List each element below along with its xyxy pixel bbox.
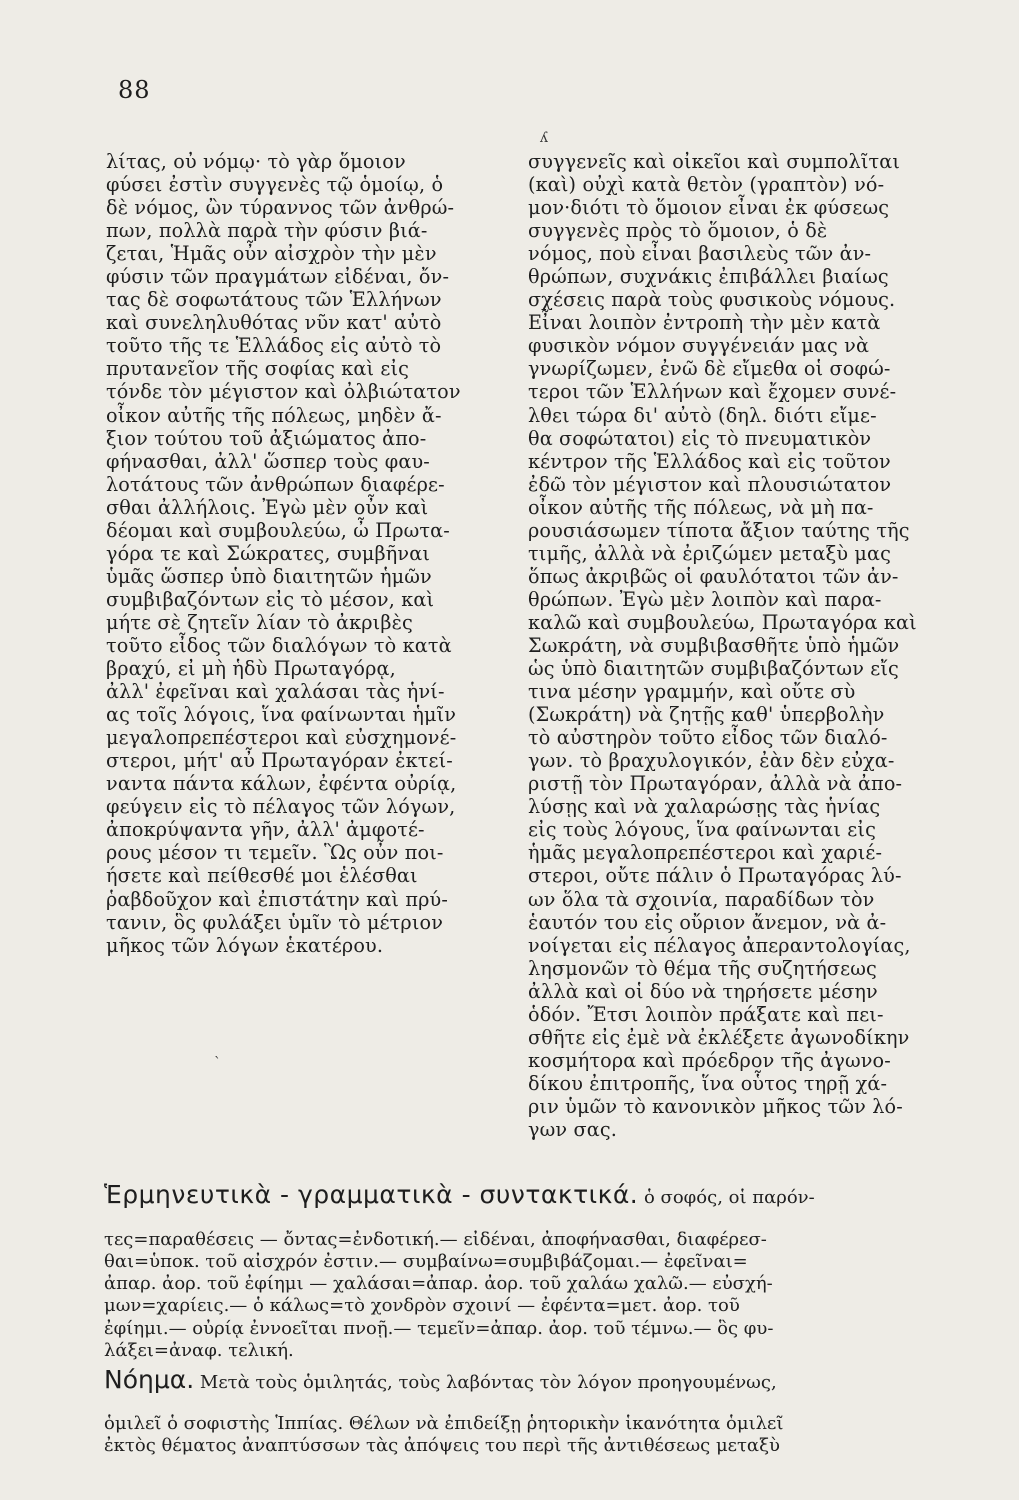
right-column-line: ἐδῶ τὸν μέγιστον καὶ πλουσιώτατον: [528, 472, 892, 496]
notes-line: ἐφίημι.— οὐρίᾳ ἐννοεῖται πνοῇ.— τεμεῖν=ἀπαρ. ἀορ. τοῦ τέμνω.— ὃς φυ-: [104, 1317, 774, 1339]
right-column-line: γων σας.: [528, 1117, 617, 1141]
left-column-line: γόρα τε καὶ Σώκρατες, συμβῆναι: [106, 541, 430, 565]
left-column-line: ῥαβδοῦχον καὶ ἐπιστάτην καὶ πρύ-: [106, 887, 448, 911]
right-column-line: ὡς ὑπὸ διαιτητῶν συμβιβαζόντων εἴς: [528, 657, 899, 681]
left-column-line: λίτας, οὐ νόμῳ· τὸ γὰρ ὅμοιον: [106, 150, 406, 173]
right-column-line: ων ὅλα τὰ σχοινία, παραδίδων τὸν: [528, 887, 875, 911]
right-column-line: λθει τώρα δι' αὐτὸ (δηλ. διότι εἴμε-: [528, 403, 877, 427]
left-column-line: ας τοῖς λόγοις, ἵνα φαίνωνται ἡμῖν: [106, 703, 457, 727]
left-column-line: μεγαλοπρεπέστεροι καὶ εὐσχημονέ-: [106, 726, 457, 750]
right-column-line: ὁδόν. Ἔτσι λοιπὸν πράξατε καὶ πει-: [528, 1002, 884, 1026]
meaning-first-line: [104, 1365, 934, 1394]
left-column-line: ζεται, Ἡμᾶς οὖν αἰσχρὸν τὴν μὲν: [106, 242, 437, 266]
left-column-line: τανιν, ὃς φυλάξει ὑμῖν τὸ μέτριον: [106, 910, 444, 934]
left-column-line: οἶκον αὐτῆς τῆς πόλεως, μηδὲν ἄ-: [106, 403, 442, 427]
right-column-line: συγγενὲς πρὸς τὸ ὅμοιον, ὁ δὲ: [528, 219, 828, 243]
left-column-line: καὶ συνεληλυθότας νῦν κατ' αὐτὸ: [106, 311, 442, 335]
left-column-line: τοῦτο τῆς τε Ἑλλάδος εἰς αὐτὸ τὸ: [106, 334, 442, 358]
notes-first-line: [104, 1180, 934, 1210]
right-column-line: ἀλλὰ καὶ οἱ δύο νὰ τηρήσετε μέσην: [528, 979, 878, 1003]
left-column-line: ρους μέσον τι τεμεῖν. Ὣς οὖν ποι-: [106, 841, 444, 865]
right-column-line: ὅπως ἀκριβῶς οἱ φαυλότατοι τῶν ἀν-: [528, 564, 899, 588]
right-column-translation: [528, 150, 958, 1141]
left-column-line: πρυτανεῖον τῆς σοφίας καὶ εἰς: [106, 357, 410, 381]
left-column-line: τας δὲ σοφωτάτους τῶν Ἑλλήνων: [106, 288, 442, 312]
notes-line: θαι=ὑποκ. τοῦ αἰσχρόν ἐστιν.— συμβαίνω=συμβιβάζομαι.— ἐφεῖναι=: [104, 1250, 748, 1272]
right-column-line: θρώπων, συχνάκις ἐπιβάλλει βιαίως: [528, 265, 889, 289]
right-column-line: γνωρίζωμεν, ἐνῶ δὲ εἴμεθα οἱ σοφώ-: [528, 357, 891, 381]
left-column-line: βραχύ, εἰ μὴ ἡδὺ Πρωταγόρᾳ,: [106, 657, 396, 681]
left-column-line: ξιον τούτου τοῦ ἀξιώματος ἀπο-: [106, 426, 427, 450]
meaning-section: [104, 1325, 934, 1457]
left-column-line: στεροι, μήτ' αὖ Πρωταγόραν ἐκτεί-: [106, 749, 453, 773]
right-column-line: στεροι, οὔτε πάλιν ὁ Πρωταγόρας λύ-: [528, 864, 902, 888]
right-column-line: (Σωκράτη) νὰ ζητῇς καθ' ὑπερβολὴν: [528, 703, 885, 727]
meaning-heading: Νόημα.: [104, 1365, 195, 1394]
left-column-line: φύσει ἐστὶν συγγενὲς τῷ ὁμοίῳ, ὁ: [106, 173, 444, 197]
left-column-line: λοτάτους τῶν ἀνθρώπων διαφέρε-: [106, 472, 445, 496]
left-column-line: φήνασθαι, ἀλλ' ὥσπερ τοὺς φαυ-: [106, 449, 430, 473]
right-column-line: εἰς τοὺς λόγους, ἵνα φαίνωνται εἰς: [528, 818, 876, 842]
right-column-line: συγγενεῖς καὶ οἰκεῖοι καὶ συμπολῖται: [528, 150, 901, 173]
right-column-line: καλῶ καὶ συμβουλεύω, Πρωταγόρα καὶ: [528, 610, 917, 634]
stray-ink-mark: ʎ: [540, 130, 548, 146]
meaning-line: Μετὰ τοὺς ὁμιλητάς, τοὺς λαβόντας τὸν λόγον προηγουμένως,: [199, 1372, 777, 1393]
right-column-line: σχέσεις παρὰ τοὺς φυσικοὺς νόμους.: [528, 288, 896, 312]
notes-line: τες=παραθέσεις — ὄντας=ἐνδοτική.— εἰδέναι, ἀποφήνασθαι, διαφέρεσ-: [104, 1228, 767, 1250]
left-column-line: ήσετε καὶ πείθεσθέ μοι ἑλέσθαι: [106, 864, 418, 888]
left-column-line: δέομαι καὶ συμβουλεύω, ὦ Πρωτα-: [106, 518, 450, 542]
right-column-line: τινα μέσην γραμμήν, καὶ οὔτε σὺ: [528, 680, 856, 704]
left-column-line: σθαι ἀλλήλοις. Ἐγὼ μὲν οὖν καὶ: [106, 495, 429, 519]
right-column-line: δίκου ἐπιτροπῆς, ἵνα οὗτος τηρῇ χά-: [528, 1071, 888, 1095]
left-column-line: φεύγειν εἰς τὸ πέλαγος τῶν λόγων,: [106, 795, 456, 819]
right-column-line: κέντρον τῆς Ἑλλάδος καὶ εἰς τοῦτον: [528, 449, 891, 473]
notes-line: ἀπαρ. ἀορ. τοῦ ἐφίημι — χαλάσαι=ἀπαρ. ἀορ. τοῦ χαλάω χαλῶ.— εὐσχή-: [104, 1273, 773, 1295]
left-column-line: δὲ νόμος, ὢν τύραννος τῶν ἀνθρώ-: [106, 196, 455, 220]
right-column-line: Εἶναι λοιπὸν ἐντροπὴ τὴν μὲν κατὰ: [528, 311, 881, 335]
right-column-line: φυσικὸν νόμον συγγένειάν μας νὰ: [528, 334, 870, 358]
left-column-line: φύσιν τῶν πραγμάτων εἰδέναι, ὄν-: [106, 265, 450, 289]
meaning-line: ἐκτὸς θέματος ἀναπτύσσων τὰς ἀπόψεις του περὶ τῆς ἀντιθέσεως μεταξὺ: [104, 1435, 780, 1456]
notes-heading: Ἑρμηνευτικὰ - γραμματικὰ - συντακτικά.: [104, 1180, 639, 1210]
left-column-line: ναντα πάντα κάλων, ἐφέντα οὐρίᾳ,: [106, 772, 457, 796]
right-column-line: λησμονῶν τὸ θέμα τῆς συζητήσεως: [528, 956, 877, 980]
right-column-line: θα σοφώτατοι) εἰς τὸ πνευματικὸν: [528, 426, 872, 450]
right-column-line: σθῆτε εἰς ἐμὲ νὰ ἐκλέξετε ἀγωνοδίκην: [528, 1025, 910, 1049]
right-column-line: λύσῃς καὶ νὰ χαλαρώσῃς τὰς ἡνίας: [528, 795, 881, 819]
notes-line: λάξει=ἀναφ. τελική.: [104, 1339, 294, 1361]
right-column-line: τιμῆς, ἀλλὰ νὰ ἐριζώμεν μεταξὺ μας: [528, 541, 892, 565]
meaning-line: ὁμιλεῖ ὁ σοφιστὴς Ἱππίας. Θέλων νὰ ἐπιδείξῃ ῥητορικὴν ἱκανότητα ὁμιλεῖ: [104, 1413, 784, 1434]
left-column-line: ἀποκρύψαντα γῆν, ἀλλ' ἀμφοτέ-: [106, 818, 425, 842]
right-column-line: οἶκον αὐτῆς τῆς πόλεως, νὰ μὴ πα-: [528, 495, 874, 519]
left-column-line: τόνδε τὸν μέγιστον καὶ ὀλβιώτατον: [106, 380, 461, 404]
left-column-line: ἀλλ' ἐφεῖναι καὶ χαλάσαι τὰς ἡνί-: [106, 680, 445, 704]
left-column-line: μῆκος τῶν λόγων ἑκατέρου.: [106, 933, 384, 957]
left-column-line: συμβιβαζόντων εἰς τὸ μέσον, καὶ: [106, 587, 435, 611]
right-column-line: θρώπων. Ἐγὼ μὲν λοιπὸν καὶ παρα-: [528, 587, 882, 611]
right-column-line: τὸ αὐστηρὸν τοῦτο εἶδος τῶν διαλό-: [528, 726, 888, 750]
right-column-line: Σωκράτη, νὰ συμβιβασθῆτε ὑπὸ ἡμῶν: [528, 633, 900, 657]
right-column-line: ἡμᾶς μεγαλοπρεπέστεροι καὶ χαριέ-: [528, 841, 883, 865]
right-column-line: ἑαυτόν του εἰς οὔριον ἄνεμον, νὰ ἀ-: [528, 910, 887, 934]
stray-ink-mark: ˋ: [214, 1055, 221, 1071]
right-column-line: ριστῇ τὸν Πρωταγόραν, ἀλλὰ νὰ ἀπο-: [528, 772, 903, 796]
page-number: 88: [118, 76, 151, 104]
left-column-line: τοῦτο εἶδος τῶν διαλόγων τὸ κατὰ: [106, 633, 452, 657]
notes-line: μων=χαρίεις.— ὁ κάλως=τὸ χονδρὸν σχοινί — ἐφέντα=μετ. ἀορ. τοῦ: [104, 1295, 740, 1317]
notes-line: ὁ σοφός, οἱ παρόν-: [644, 1187, 815, 1209]
right-column-line: ρουσιάσωμεν τίποτα ἄξιον ταύτης τῆς: [528, 518, 910, 542]
right-column-line: ριν ὑμῶν τὸ κανονικὸν μῆκος τῶν λό-: [528, 1094, 903, 1118]
left-column-ancient-text: [106, 150, 506, 957]
right-column-line: γων. τὸ βραχυλογικόν, ἐὰν δὲν εὐχα-: [528, 749, 895, 773]
left-column-line: πων, πολλὰ παρὰ τὴν φύσιν βιά-: [106, 219, 428, 243]
right-column-line: τεροι τῶν Ἑλλήνων καὶ ἔχομεν συνέ-: [528, 380, 897, 404]
right-column-line: νόμος, ποὺ εἶναι βασιλεὺς τῶν ἀν-: [528, 242, 872, 266]
right-column-line: μον·διότι τὸ ὅμοιον εἶναι ἐκ φύσεως: [528, 196, 890, 220]
right-column-line: (καὶ) οὐχὶ κατὰ θετὸν (γραπτὸν) νό-: [528, 173, 885, 197]
right-column-line: κοσμήτορα καὶ πρόεδρον τῆς ἀγωνο-: [528, 1048, 891, 1072]
right-column-line: νοίγεται εἰς πέλαγος ἀπεραντολογίας,: [528, 933, 911, 957]
left-column-line: μήτε σὲ ζητεῖν λίαν τὸ ἀκριβὲς: [106, 610, 413, 634]
left-column-line: ὑμᾶς ὥσπερ ὑπὸ διαιτητῶν ἡμῶν: [106, 564, 432, 588]
